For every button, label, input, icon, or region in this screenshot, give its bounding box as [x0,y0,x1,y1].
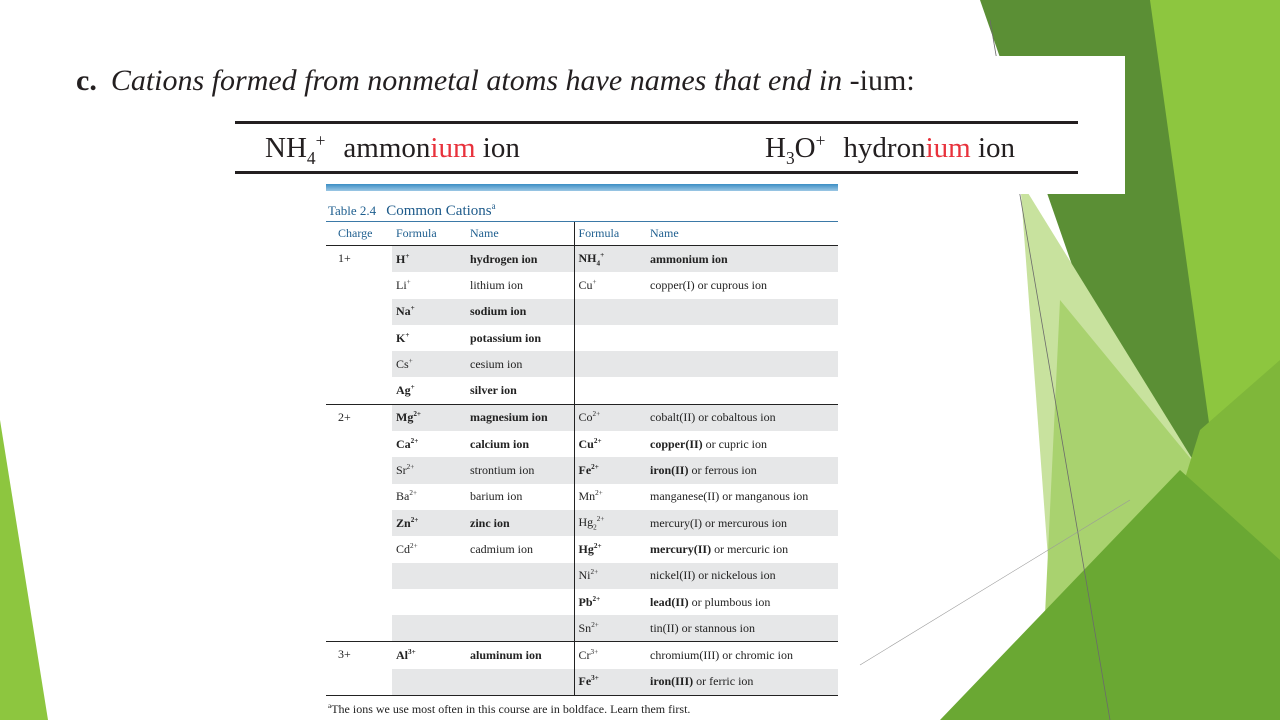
table-row [326,484,838,510]
formula-charge: 2+ [591,463,599,472]
formula-cell [392,299,466,325]
heading-label: c. [76,64,97,97]
formula-symbol: Mg [396,410,414,425]
formula-cell [574,431,646,457]
formula-cell [574,510,646,536]
table-row [326,272,838,298]
formula-cell [574,351,646,377]
name-text: chromium(III) or chromic ion [650,648,793,663]
formula-charge: 3+ [591,674,599,683]
name-cell: magnesium ion [466,404,574,431]
table-row [326,457,838,483]
name-rest: or ferrous ion [688,463,757,478]
col-formula: Formula [392,222,466,246]
formula-charge: 2+ [410,436,419,445]
name-bold-part: lead(II) [650,594,689,609]
formula-charge: 3+ [408,648,416,657]
col-charge: Charge [326,222,392,246]
formula-cell [574,669,646,696]
name-text: manganese(II) or manganous ion [650,489,809,504]
name-cell: hydrogen ion [466,246,574,273]
formula-symbol: Sn [578,620,592,635]
formula-symbol: Co [578,410,593,425]
name-rest: or plumbous ion [688,594,771,609]
formula-charge: 2+ [595,489,603,498]
heading-suffix: -ium: [849,64,915,97]
name-text: cobalt(II) or cobaltous ion [650,410,776,425]
table-row [326,510,838,536]
name-cell: zinc ion [466,510,574,536]
formula-cell [392,669,466,696]
name-cell: calcium ion [466,431,574,457]
formula-cell [574,272,646,298]
table-header-row [326,222,838,246]
formula-symbol: Cd [396,541,411,556]
formula-cell [574,642,646,669]
name-cell [646,669,838,696]
name-bold-part: iron(III) [650,674,694,689]
name-cell [466,615,574,642]
top-rule [235,121,1078,124]
name-cell: cesium ion [466,351,574,377]
table-top-bar [326,184,838,191]
table-footnote: $^a$The ions we use most often in this course are in boldface. Learn them first. [328,702,691,717]
formula-charge: 2+ [410,541,418,550]
formula-charge: + [406,277,411,286]
formula-symbol: Na [396,304,411,319]
formula-symbol: Ag [396,383,411,398]
col-name-2: Name [646,222,838,246]
table-row [326,377,838,404]
col-formula-2: Formula [574,222,646,246]
table-row [326,431,838,457]
formula-cell [392,484,466,510]
name-cell [646,272,838,298]
name-cell [646,510,838,536]
name-cell [646,299,838,325]
table-row [326,404,838,431]
formula-charge: 2+ [590,568,599,577]
table-title-text: Common Cations$^a$ [386,201,496,219]
formula-symbol: Cr [578,648,591,663]
name-text: nickel(II) or nickelous ion [650,568,776,583]
formula-subscript: 4 [596,259,601,268]
formula-charge: + [405,251,410,260]
formula-charge: 3+ [590,648,599,657]
cations-table [326,184,838,717]
table-title [326,191,838,222]
formula-symbol: H [396,251,406,266]
name-cell [646,563,838,589]
formula-symbol: Al [396,648,408,663]
name-cell [646,484,838,510]
example-ammonium [265,130,520,168]
formula-cell [392,536,466,562]
formula-cell [392,457,466,483]
table-row [326,299,838,325]
formula-charge: 2+ [592,594,601,603]
formula-charge: + [410,304,415,313]
formula-symbol: Zn [396,515,411,530]
name-bold-part: iron(II) [650,463,689,478]
name-cell [646,642,838,669]
name-cell [646,246,838,273]
table-row [326,325,838,351]
formula-symbol: Hg [578,541,594,556]
formula-symbol: K [396,330,406,345]
name-bold-part: copper(II) [650,436,703,451]
formula-cell [392,351,466,377]
name-cell [646,351,838,377]
table-row [326,615,838,642]
name-cell: lithium ion [466,272,574,298]
formula-symbol: Li [396,277,407,292]
formula-charge: + [408,356,413,365]
formula-charge: + [592,277,597,286]
formula-cell [392,642,466,669]
charge-cell: 1+ [326,246,392,405]
name-text: copper(I) or cuprous ion [650,277,767,292]
formula-subscript: 2 [593,523,597,532]
name-cell [646,431,838,457]
cations-grid [326,222,838,696]
formula-symbol: Ca [396,436,411,451]
formula-symbol: Cu [578,436,594,451]
example-formula: $NH_4^+$ [265,130,326,168]
formula-cell [574,589,646,615]
formula-cell [392,246,466,273]
table-row [326,351,838,377]
formula-cell [574,325,646,351]
name-cell: potassium ion [466,325,574,351]
table-row [326,536,838,562]
formula-charge: 2+ [409,489,417,498]
formula-charge: 2+ [413,410,422,419]
formula-charge: 2+ [593,436,602,445]
formula-symbol: Fe [578,463,592,478]
formula-cell [574,484,646,510]
formula-symbol: Pb [578,594,593,609]
name-cell [646,377,838,404]
table-row [326,563,838,589]
formula-charge: 2+ [593,541,602,550]
formula-charge: 2+ [596,514,605,523]
name-cell [466,589,574,615]
formula-cell [392,589,466,615]
example-hydronium [765,130,1015,168]
formula-symbol: Fe [578,674,592,689]
formula-cell [392,272,466,298]
formula-cell [392,563,466,589]
name-cell [466,563,574,589]
formula-cell [574,615,646,642]
formula-cell [392,431,466,457]
example-name: hydronium ion [843,131,1016,164]
name-cell [646,325,838,351]
table-row [326,589,838,615]
table-row [326,669,838,696]
formula-cell [574,457,646,483]
name-cell: aluminum ion [466,642,574,669]
formula-cell [574,536,646,562]
name-cell: cadmium ion [466,536,574,562]
name-bold-part: mercury(II) [650,541,712,556]
example-formula: $H_3O^+$ [765,130,826,168]
formula-symbol: Ni [578,568,591,583]
formula-charge: + [405,330,410,339]
formula-cell [574,246,646,273]
formula-charge: + [600,250,605,259]
formula-charge: 2+ [410,515,419,524]
name-cell: sodium ion [466,299,574,325]
formula-charge: 2+ [592,410,601,419]
name-rest: or ferric ion [693,674,754,689]
name-cell: silver ion [466,377,574,404]
name-cell [646,589,838,615]
name-cell: strontium ion [466,457,574,483]
charge-cell: 2+ [326,404,392,642]
formula-cell [392,377,466,404]
name-rest: or cupric ion [702,436,767,451]
col-name: Name [466,222,574,246]
formula-charge: + [410,383,415,392]
formula-symbol: Cs [396,356,409,371]
table-number: Table 2.4 [328,203,377,218]
table-row [326,642,838,669]
name-cell [646,536,838,562]
formula-symbol: Mn [578,489,596,504]
formula-symbol: NH [578,250,597,265]
formula-cell [392,615,466,642]
formula-cell [392,404,466,431]
charge-cell: 3+ [326,642,392,696]
section-heading [76,64,915,98]
formula-cell [392,325,466,351]
formula-charge: 2+ [406,463,415,472]
name-text: ammonium ion [650,251,728,266]
formula-symbol: Cu [578,277,593,292]
formula-cell [392,510,466,536]
formula-cell [574,377,646,404]
example-name: ammonium ion [343,131,520,164]
name-cell [646,615,838,642]
formula-cell [574,563,646,589]
name-text: mercury(I) or mercurous ion [650,515,787,530]
table-row [326,246,838,273]
bottom-rule [235,171,1078,174]
formula-symbol: Sr [396,463,407,478]
formula-cell [574,299,646,325]
formula-cell [574,404,646,431]
name-cell: barium ion [466,484,574,510]
name-cell [646,404,838,431]
name-cell [466,669,574,696]
name-text: tin(II) or stannous ion [650,620,755,635]
formula-symbol: Ba [396,489,410,504]
heading-text: Cations formed from nonmetal atoms have names that end in [110,64,843,97]
formula-symbol: Hg [578,514,594,529]
formula-charge: 2+ [591,620,599,629]
name-rest: or mercuric ion [711,541,789,556]
name-cell [646,457,838,483]
